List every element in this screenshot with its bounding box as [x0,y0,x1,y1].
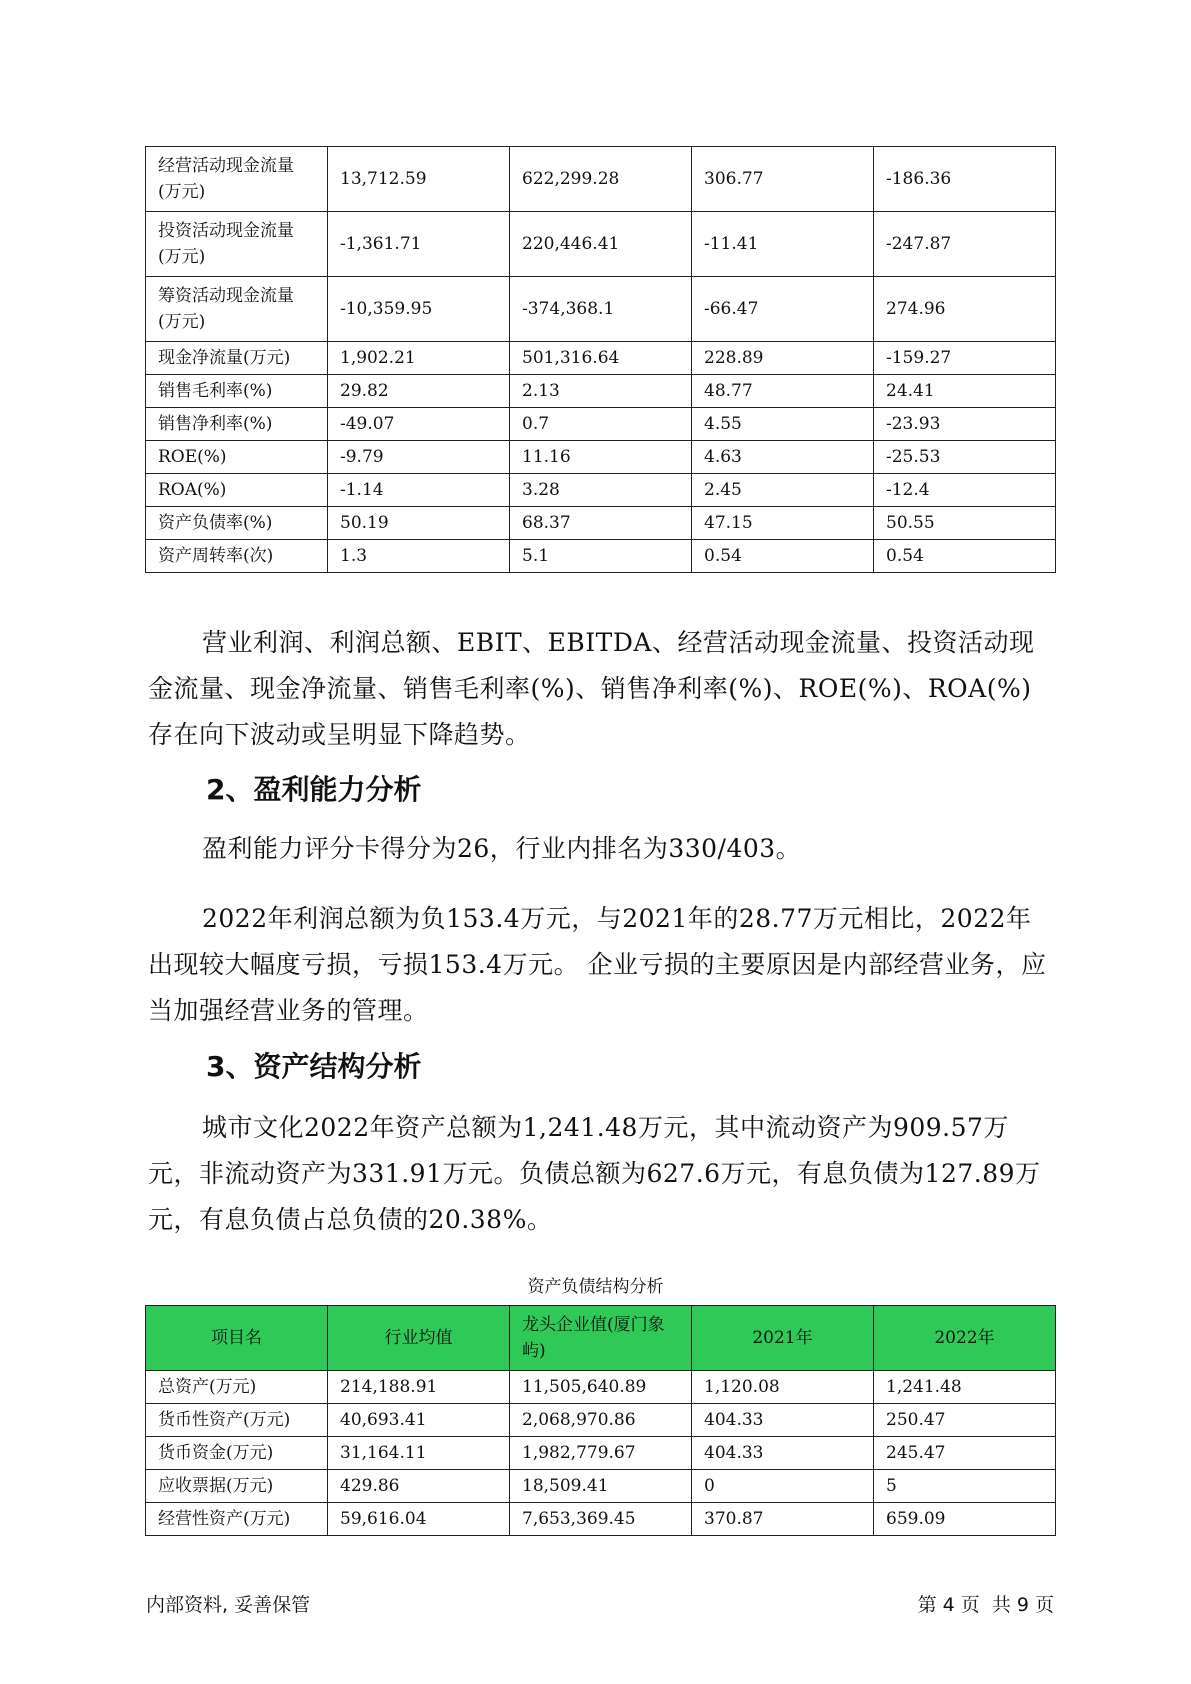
cell-value: 0 [692,1470,874,1503]
table-row [146,507,1056,540]
cell-value: 0.54 [874,540,1056,573]
cell-value: 622,299.28 [510,147,692,212]
asset-liability-table [145,1305,1056,1536]
cell-value: 50.19 [328,507,510,540]
table-row [146,212,1056,277]
row-label: 筹资活动现金流量(万元) [146,277,328,342]
cell-value: 3.28 [510,474,692,507]
cell-value: 1,982,779.67 [510,1437,692,1470]
column-header: 龙头企业值(厦门象屿) [510,1306,692,1371]
table-header-row [146,1306,1056,1371]
row-label: 货币性资产(万元) [146,1404,328,1437]
cell-value: -159.27 [874,342,1056,375]
column-header: 项目名 [146,1306,328,1371]
cell-value: 0.7 [510,408,692,441]
cell-value: -9.79 [328,441,510,474]
cell-value: 29.82 [328,375,510,408]
cell-value: 4.63 [692,441,874,474]
table-row [146,375,1056,408]
row-label: 现金净流量(万元) [146,342,328,375]
footer-confidential-note: 内部资料, 妥善保管 [146,1594,311,1616]
cell-value: 2.45 [692,474,874,507]
cell-value: 4.55 [692,408,874,441]
trend-summary-paragraph: 营业利润、利润总额、EBIT、EBITDA、经营活动现金流量、投资活动现金流量、现金净流量、销售毛利率(%)、销售净利率(%)、ROE(%)、ROA(%)存在向下波动或呈明显下降趋势。 [148,628,1035,749]
row-label: 货币资金(万元) [146,1437,328,1470]
cell-value: 220,446.41 [510,212,692,277]
cell-value: 250.47 [874,1404,1056,1437]
table-row [146,1437,1056,1470]
cell-value: 306.77 [692,147,874,212]
cell-value: -1.14 [328,474,510,507]
row-label: 经营活动现金流量(万元) [146,147,328,212]
row-label: 总资产(万元) [146,1371,328,1404]
cell-value: 11,505,640.89 [510,1371,692,1404]
cell-value: -186.36 [874,147,1056,212]
cell-value: 501,316.64 [510,342,692,375]
cell-value: 18,509.41 [510,1470,692,1503]
profitability-score-paragraph: 盈利能力评分卡得分为26，行业内排名为330/403。 [202,834,802,863]
cell-value: 404.33 [692,1404,874,1437]
cell-value: 24.41 [874,375,1056,408]
table-row [146,1503,1056,1536]
cell-value: -12.4 [874,474,1056,507]
cell-value: 13,712.59 [328,147,510,212]
cell-value: 659.09 [874,1503,1056,1536]
cell-value: 1,902.21 [328,342,510,375]
cell-value: 31,164.11 [328,1437,510,1470]
cell-value: -25.53 [874,441,1056,474]
table-row [146,540,1056,573]
cell-value: 7,653,369.45 [510,1503,692,1536]
cell-value: -23.93 [874,408,1056,441]
cell-value: 2,068,970.86 [510,1404,692,1437]
profit-loss-paragraph: 2022年利润总额为负153.4万元，与2021年的28.77万元相比，2022年出现较大幅度亏损，亏损153.4万元。 企业亏损的主要原因是内部经营业务，应当加强经营业务的管理。 [148,904,1047,1025]
row-label: 投资活动现金流量(万元) [146,212,328,277]
row-label: 资产周转率(次) [146,540,328,573]
cell-value: -374,368.1 [510,277,692,342]
cell-value: -49.07 [328,408,510,441]
column-header: 2022年 [874,1306,1056,1371]
section-heading-asset-structure: 3、资产结构分析 [206,1050,422,1083]
cell-value: 1,120.08 [692,1371,874,1404]
table-row [146,1470,1056,1503]
table-row [146,147,1056,212]
cell-value: 245.47 [874,1437,1056,1470]
column-header: 行业均值 [328,1306,510,1371]
cell-value: -1,361.71 [328,212,510,277]
cell-value: -11.41 [692,212,874,277]
cell-value: -66.47 [692,277,874,342]
table-row [146,342,1056,375]
cell-value: 47.15 [692,507,874,540]
row-label: 资产负债率(%) [146,507,328,540]
row-label: 销售净利率(%) [146,408,328,441]
table-row [146,1404,1056,1437]
cell-value: 68.37 [510,507,692,540]
cell-value: 214,188.91 [328,1371,510,1404]
cell-value: 5 [874,1470,1056,1503]
cell-value: 5.1 [510,540,692,573]
section-heading-profitability: 2、盈利能力分析 [206,773,422,806]
table-row [146,408,1056,441]
financial-metrics-table [145,146,1056,573]
table-row [146,441,1056,474]
table-row [146,277,1056,342]
table-row [146,1371,1056,1404]
cell-value: 0.54 [692,540,874,573]
cell-value: 50.55 [874,507,1056,540]
cell-value: 2.13 [510,375,692,408]
row-label: 销售毛利率(%) [146,375,328,408]
table-caption: 资产负债结构分析 [527,1277,664,1297]
page-number: 第 4 页 共 9 页 [917,1594,1054,1616]
cell-value: 48.77 [692,375,874,408]
cell-value: 404.33 [692,1437,874,1470]
cell-value: 1.3 [328,540,510,573]
cell-value: 1,241.48 [874,1371,1056,1404]
cell-value: 228.89 [692,342,874,375]
row-label: 经营性资产(万元) [146,1503,328,1536]
row-label: 应收票据(万元) [146,1470,328,1503]
cell-value: 429.86 [328,1470,510,1503]
cell-value: 11.16 [510,441,692,474]
column-header: 2021年 [692,1306,874,1371]
cell-value: -247.87 [874,212,1056,277]
cell-value: 274.96 [874,277,1056,342]
asset-structure-paragraph: 城市文化2022年资产总额为1,241.48万元，其中流动资产为909.57万元，非流动资产为331.91万元。负债总额为627.6万元，有息负债为127.89万元，有息负债占总负债的20.38%。 [148,1113,1041,1234]
cell-value: 40,693.41 [328,1404,510,1437]
row-label: ROA(%) [146,474,328,507]
table-row [146,474,1056,507]
row-label: ROE(%) [146,441,328,474]
cell-value: 370.87 [692,1503,874,1536]
cell-value: -10,359.95 [328,277,510,342]
cell-value: 59,616.04 [328,1503,510,1536]
